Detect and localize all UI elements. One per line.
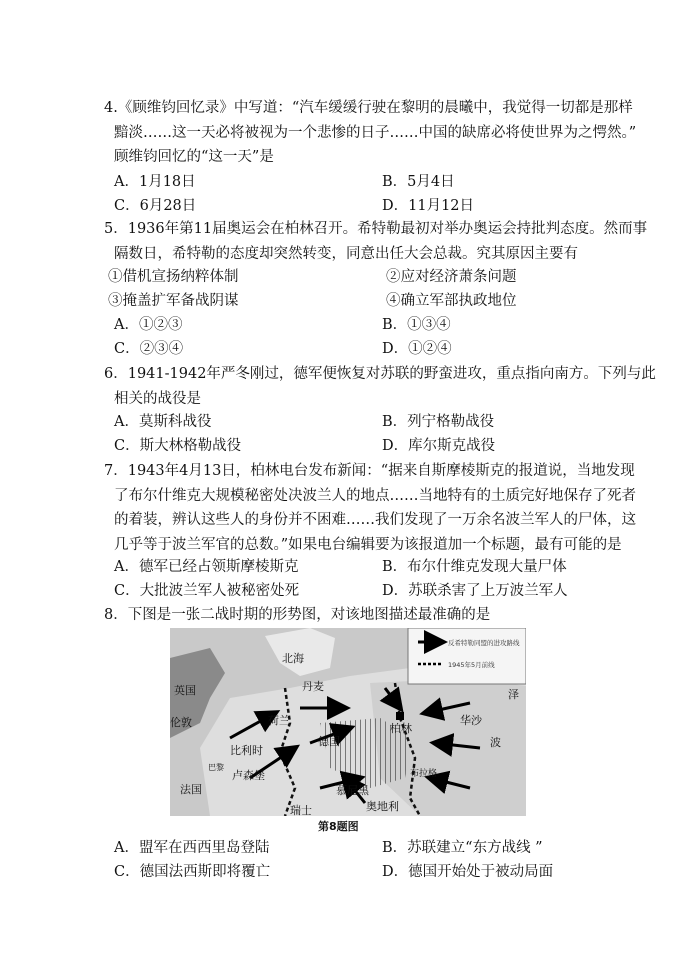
label-france: 法国 <box>180 783 202 796</box>
label-north-sea: 北海 <box>282 652 304 665</box>
question-6-line-2: 相关的战役是 <box>114 390 201 407</box>
question-7-line-1: 7．1943年4月13日，柏林电台发布新闻：“据来自斯摩棱斯克的报道说，当地发现 <box>104 463 635 479</box>
label-poland: 波 <box>490 736 501 749</box>
option-5c[interactable]: C．②③④ <box>114 341 184 357</box>
option-8a[interactable]: A．盟军在西西里岛登陆 <box>114 840 270 856</box>
option-6a[interactable]: A．莫斯科战役 <box>114 414 212 430</box>
option-4c[interactable]: C．6月28日 <box>114 198 197 214</box>
map-caption: 第8题图 <box>318 820 359 833</box>
question-7-line-2: 了布尔什维克大规模秘密处决波兰人的地点……当地特有的土质完好地保存了死者 <box>114 487 636 504</box>
question-7-line-4: 几乎等于波兰军官的总数。”如果电台编辑要为该报道加一个标题，最有可能的是 <box>114 536 622 553</box>
statement-1: ①借机宣扬纳粹体制 <box>108 269 239 285</box>
label-denmark: 丹麦 <box>302 680 324 693</box>
berlin-marker <box>396 712 404 720</box>
option-7b[interactable]: B．布尔什维克发现大量尸体 <box>382 559 567 575</box>
option-5a[interactable]: A．①②③ <box>114 317 183 333</box>
option-5b[interactable]: B．①③④ <box>382 317 451 333</box>
map-legend <box>408 628 526 684</box>
label-netherlands: 荷兰 <box>268 714 290 727</box>
label-luxembourg: 卢森堡 <box>232 769 265 782</box>
question-4 <box>104 96 637 170</box>
option-6d[interactable]: D．库尔斯克战役 <box>382 438 496 454</box>
option-7a[interactable]: A．德军已经占领斯摩棱斯克 <box>114 559 299 575</box>
label-britain: 英国 <box>174 684 196 697</box>
question-4-options <box>114 170 614 218</box>
label-london: 伦敦 <box>170 716 192 729</box>
legend-offensive-label: 反希特勒同盟的进攻路线 <box>448 639 520 647</box>
legend-frontline-label: 1945年5月前线 <box>448 661 495 669</box>
question-8-line-1: 8．下图是一张二战时期的形势图，对该地图描述最准确的是 <box>104 607 491 623</box>
question-5-statements <box>108 265 608 313</box>
option-8c[interactable]: C．德国法西斯即将覆亡 <box>114 864 271 880</box>
label-paris: 巴黎 <box>208 763 224 772</box>
option-5d[interactable]: D．①②④ <box>382 341 452 357</box>
label-germany: 德国 <box>318 735 340 748</box>
label-prague: 布拉格 <box>410 769 438 779</box>
question-6 <box>104 362 656 411</box>
option-4d[interactable]: D．11月12日 <box>382 198 475 214</box>
label-munich: 慕尼黑 <box>336 784 369 797</box>
statement-2: ②应对经济萧条问题 <box>386 269 517 285</box>
question-4-line-3: 顾维钧回忆的“这一天”是 <box>114 149 274 165</box>
option-6b[interactable]: B．列宁格勒战役 <box>382 414 495 430</box>
question-6-line-1: 6．1941-1942年严冬刚过，德军便恢复对苏联的野蛮进攻，重点指向南方。下列与此 <box>104 366 656 382</box>
question-8 <box>104 603 624 628</box>
label-berlin: 柏林 <box>390 722 412 735</box>
option-8b[interactable]: B．苏联建立“东方战线 ” <box>382 840 543 856</box>
question-5 <box>104 217 648 266</box>
option-4a[interactable]: A．1月18日 <box>114 174 196 190</box>
question-7-options <box>114 555 614 603</box>
label-belgium: 比利时 <box>230 744 263 757</box>
label-austria: 奥地利 <box>366 800 399 813</box>
question-8-options <box>114 836 614 884</box>
label-switzerland: 瑞士 <box>290 804 312 816</box>
option-6c[interactable]: C．斯大林格勒战役 <box>114 438 242 454</box>
option-7c[interactable]: C．大批波兰军人被秘密处死 <box>114 583 300 599</box>
option-8d[interactable]: D．德国开始处于被动局面 <box>382 864 554 880</box>
label-ze: 泽 <box>508 688 519 701</box>
question-5-line-1: 5．1936年第11届奥运会在柏林召开。希特勒最初对举办奥运会持批判态度。然而事 <box>104 221 648 237</box>
question-7-line-3: 的着装，辨认这些人的身份并不困难……我们发现了一万余名波兰军人的尸体，这 <box>114 512 636 528</box>
option-4b[interactable]: B．5月4日 <box>382 174 455 190</box>
question-4-line-1: 4.《顾维钧回忆录》中写道：“汽车缓缓行驶在黎明的晨曦中，我觉得一切都是那样 <box>104 100 633 116</box>
question-4-line-2: 黯淡……这一天必将被视为一个悲惨的日子……中国的缺席必将使世界为之愕然。” <box>114 124 637 141</box>
question-7 <box>104 459 636 557</box>
statement-3: ③掩盖扩军备战阴谋 <box>108 293 239 309</box>
option-7d[interactable]: D．苏联杀害了上万波兰军人 <box>382 583 568 599</box>
label-warsaw: 华沙 <box>460 714 482 727</box>
question-5-options <box>114 313 614 361</box>
question-5-line-2: 隔数日，希特勒的态度却突然转变，同意出任大会总裁。究其原因主要有 <box>114 245 578 262</box>
statement-4: ④确立军部执政地位 <box>386 293 517 309</box>
question-6-options <box>114 410 614 458</box>
map-drawing <box>170 628 526 816</box>
ww2-situation-map <box>170 628 526 816</box>
